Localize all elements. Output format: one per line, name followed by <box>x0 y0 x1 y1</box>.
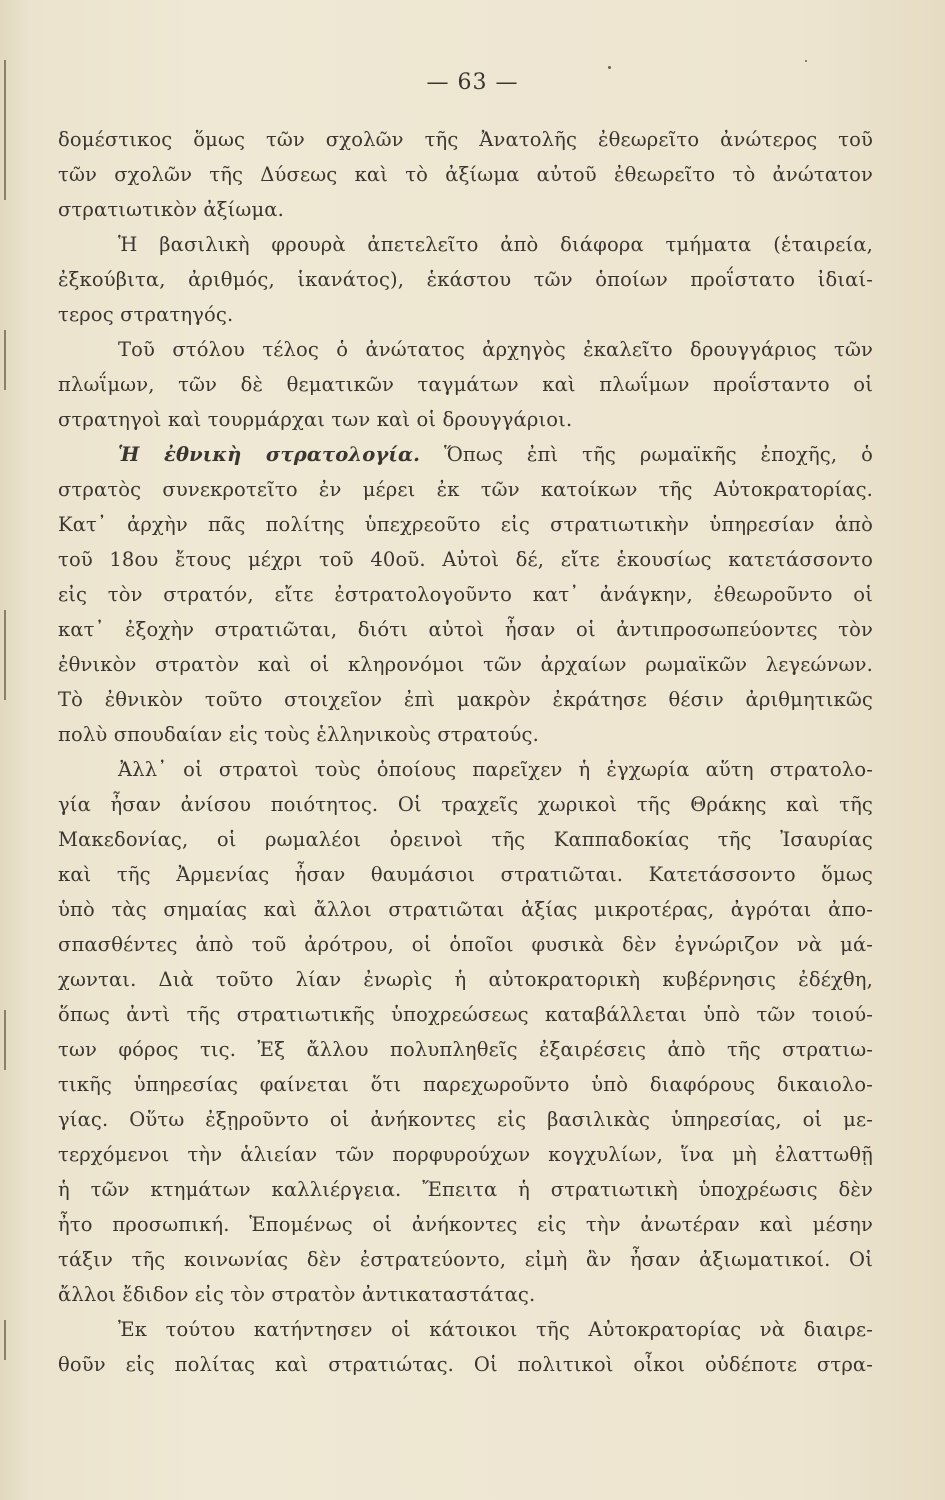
text-line: ἄλλοι ἔδιδον εἰς τὸν στρατὸν ἀντικαταστάτας. <box>58 1283 536 1306</box>
text-line: Τοῦ στόλου τέλος ὁ ἀνώτατος ἀρχηγὸς ἐκαλεῖτο δρουγγάριος τῶν <box>118 338 873 361</box>
text-line: σπασθέντες ἀπὸ τοῦ ἀρότρου, οἱ ὁποῖοι φυσικὰ δὲν ἐγνώριζον νὰ μά- <box>58 933 873 956</box>
text-line: πλωΐμων, τῶν δὲ θεματικῶν ταγμάτων καὶ πλωΐμων προΐσταντο οἱ <box>58 373 873 396</box>
text-line: στρατὸς συνεκροτεῖτο ἐν μέρει ἐκ τῶν κατοίκων τῆς Αὐτοκρατορίας. <box>58 478 873 501</box>
text-line: Ἐκ τούτου κατήντησεν οἱ κάτοικοι τῆς Αὐτοκρατορίας νὰ διαιρε- <box>118 1318 873 1341</box>
text-line: τάξιν τῆς κοινωνίας δὲν ἐστρατεύοντο, εἰμὴ ἂν ἦσαν ἀξιωματικοί. Οἱ <box>58 1248 873 1271</box>
text-line: γίας. Οὕτω ἐξῃροῦντο οἱ ἀνήκοντες εἰς βασιλικὰς ὑπηρεσίας, οἱ με- <box>58 1108 873 1131</box>
text-line: Κατ᾽ ἀρχὴν πᾶς πολίτης ὑπεχρεοῦτο εἰς στρατιωτικὴν ὑπηρεσίαν ἀπὸ <box>58 513 873 536</box>
text-line: ὅπως ἀντὶ τῆς στρατιωτικῆς ὑποχρεώσεως καταβάλλεται ὑπὸ τῶν τοιού- <box>58 1003 873 1026</box>
scan-edge-mark <box>4 610 6 700</box>
scan-edge-mark <box>4 60 6 200</box>
text-line: ἐθνικὸν στρατὸν καὶ οἱ κληρονόμοι τῶν ἀρχαίων ρωμαϊκῶν λεγεώνων. <box>58 653 873 676</box>
text-line: θοῦν εἰς πολίτας καὶ στρατιώτας. Οἱ πολιτικοὶ οἶκοι οὐδέποτε στρα- <box>58 1353 873 1376</box>
scan-speck <box>608 66 611 69</box>
scan-edge-mark <box>4 330 6 390</box>
scan-edge-mark <box>4 1320 6 1360</box>
text-line: γία ἦσαν ἀνίσου ποιότητος. Οἱ τραχεῖς χωρικοὶ τῆς Θράκης καὶ τῆς <box>58 793 873 816</box>
text-line: τοῦ 18ου ἔτους μέχρι τοῦ 40οῦ. Αὐτοὶ δέ, εἴτε ἑκουσίως κατετάσσοντο <box>58 548 873 571</box>
text-line: στρατηγοὶ καὶ τουρμάρχαι των καὶ οἱ δρουγγάριοι. <box>58 408 573 431</box>
text-line-rest: Ὅπως ἐπὶ τῆς ρωμαϊκῆς ἐποχῆς, ὁ <box>443 443 873 466</box>
text-line: τερος στρατηγός. <box>58 303 234 326</box>
text-line <box>58 437 873 472</box>
text-line: χωνται. Διὰ τοῦτο λίαν ἐνωρὶς ἡ αὐτοκρατορικὴ κυβέρνησις ἐδέχθη, <box>58 968 873 991</box>
text-line: ἦτο προσωπική. Ἑπομένως οἱ ἀνήκοντες εἰς τὴν ἀνωτέραν καὶ μέσην <box>58 1213 873 1236</box>
text-line: Τὸ ἐθνικὸν τοῦτο στοιχεῖον ἐπὶ μακρὸν ἐκράτησε θέσιν ἀριθμητικῶς <box>58 688 873 711</box>
scan-edge-mark <box>4 1010 6 1070</box>
text-line: Ἀλλ᾽ οἱ στρατοὶ τοὺς ὁποίους παρεῖχεν ἡ ἐγχωρία αὕτη στρατολο- <box>118 758 873 781</box>
page-number: — 63 — <box>426 70 519 95</box>
body-text <box>58 122 873 1382</box>
section-heading: Ἡ ἐθνικὴ στρατολογία. <box>118 443 421 466</box>
text-line: ἡ τῶν κτημάτων καλλιέργεια. Ἔπειτα ἡ στρατιωτικὴ ὑποχρέωσις δὲν <box>58 1178 873 1201</box>
text-line: ἐξκούβιτα, ἀριθμός, ἱκανάτος), ἑκάστου τῶν ὁποίων προΐστατο ἰδιαί- <box>58 268 873 291</box>
text-line: ὑπὸ τὰς σημαίας καὶ ἄλλοι στρατιῶται ἀξίας μικροτέρας, ἀγρόται ἀπο- <box>58 898 873 921</box>
text-line: Μακεδονίας, οἱ ρωμαλέοι ὀρεινοὶ τῆς Καππαδοκίας τῆς Ἰσαυρίας <box>58 828 873 851</box>
text-line: εἰς τὸν στρατόν, εἴτε ἐστρατολογοῦντο κατ᾽ ἀνάγκην, ἐθεωροῦντο οἱ <box>58 583 873 606</box>
text-line: στρατιωτικὸν ἀξίωμα. <box>58 198 284 221</box>
text-line: τικῆς ὑπηρεσίας φαίνεται ὅτι παρεχωροῦντο ὑπὸ διαφόρους δικαιολο- <box>58 1073 873 1096</box>
text-line: τῶν σχολῶν τῆς Δύσεως καὶ τὸ ἀξίωμα αὐτοῦ ἐθεωρεῖτο τὸ ἀνώτατον <box>58 163 873 186</box>
text-line: Ἡ βασιλικὴ φρουρὰ ἀπετελεῖτο ἀπὸ διάφορα τμήματα (ἑταιρεία, <box>118 233 873 256</box>
text-line: τερχόμενοι τὴν ἁλιείαν τῶν πορφυρούχων κογχυλίων, ἵνα μὴ ἐλαττωθῇ <box>58 1143 873 1166</box>
text-line: δομέστικος ὅμως τῶν σχολῶν τῆς Ἀνατολῆς ἐθεωρεῖτο ἀνώτερος τοῦ <box>58 128 873 151</box>
text-line: κατ᾽ ἐξοχὴν στρατιῶται, διότι αὐτοὶ ἦσαν οἱ ἀντιπροσωπεύοντες τὸν <box>58 618 873 641</box>
scan-speck <box>805 60 807 62</box>
text-line: πολὺ σπουδαίαν εἰς τοὺς ἑλληνικοὺς στρατούς. <box>58 723 539 746</box>
text-line: καὶ τῆς Ἀρμενίας ἦσαν θαυμάσιοι στρατιῶται. Κατετάσσοντο ὅμως <box>58 863 873 886</box>
text-line: των φόρος τις. Ἐξ ἄλλου πολυπληθεῖς ἐξαιρέσεις ἀπὸ τῆς στρατιω- <box>58 1038 873 1061</box>
